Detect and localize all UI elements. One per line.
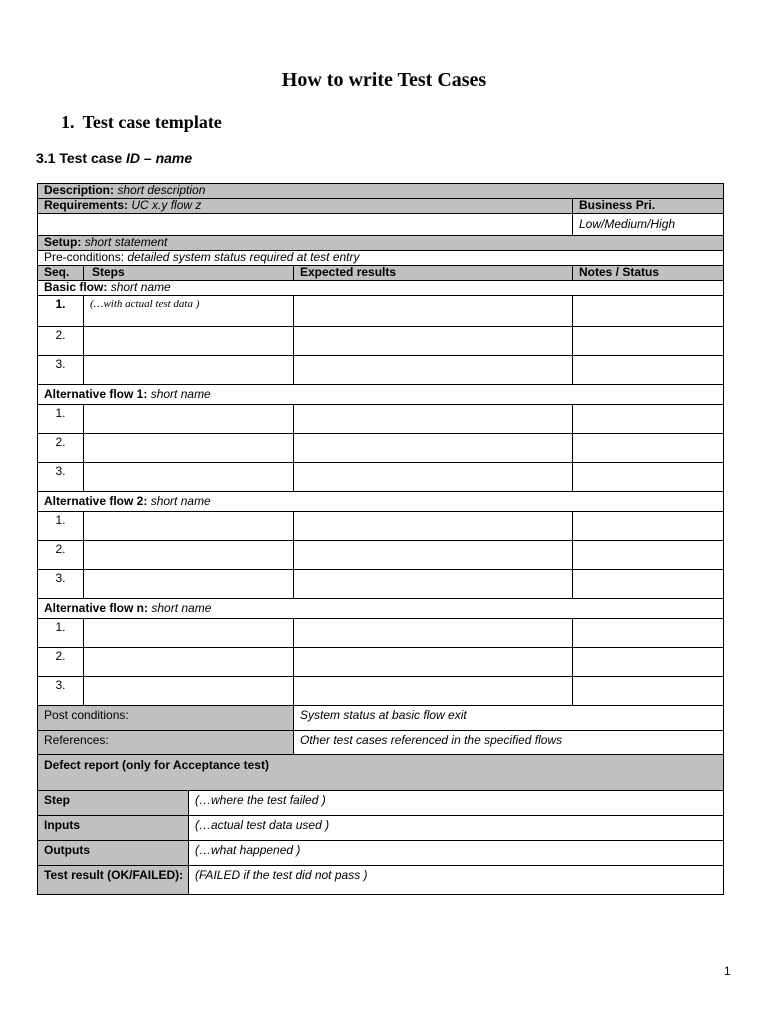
- notes-status-cell: [573, 648, 724, 677]
- seq-number: 2.: [38, 434, 84, 463]
- seq-number: 2.: [38, 327, 84, 356]
- priority-value-row: [38, 214, 724, 236]
- expected-result-cell: [294, 356, 573, 385]
- expected-result-cell: [294, 619, 573, 648]
- flow-header-row: [38, 492, 724, 512]
- seq-number: 3.: [38, 463, 84, 492]
- defect-header-row: [38, 755, 724, 791]
- step-cell: [84, 327, 294, 356]
- setup-label: Setup:: [44, 235, 82, 249]
- step-row: [38, 327, 724, 356]
- description-cell: [38, 184, 724, 199]
- page-number: 1: [724, 964, 731, 978]
- step-row: [38, 434, 724, 463]
- defect-label: Test result (OK/FAILED):: [38, 866, 189, 895]
- step-row: [38, 512, 724, 541]
- requirements-cell: [38, 199, 573, 214]
- document-title: How to write Test Cases: [281, 69, 487, 91]
- flow-label: Alternative flow n:: [44, 601, 149, 615]
- notes-status-cell: [573, 434, 724, 463]
- references-row: [38, 731, 724, 756]
- preconditions-label: Pre-conditions:: [44, 250, 125, 264]
- step-row: [38, 356, 724, 385]
- flow-header: [38, 492, 724, 512]
- defect-report-header: Defect report (only for Acceptance test): [38, 755, 724, 791]
- section-number: 1.: [61, 112, 75, 132]
- expected-result-cell: [294, 405, 573, 434]
- seq-number: 1.: [38, 405, 84, 434]
- flow-label: Alternative flow 2:: [44, 494, 148, 508]
- step-cell: [84, 570, 294, 599]
- step-cell: [84, 677, 294, 706]
- expected-result-cell: [294, 570, 573, 599]
- step-cell: [84, 434, 294, 463]
- flow-header-row: [38, 599, 724, 619]
- flow-header: [38, 281, 724, 296]
- defect-label: Inputs: [38, 816, 189, 841]
- preconditions-row: [38, 251, 724, 266]
- business-priority-value: Low/Medium/High: [573, 214, 724, 236]
- setup-cell: [38, 236, 724, 251]
- subsection-prefix: 3.1 Test case: [36, 150, 123, 166]
- step-row: [38, 677, 724, 706]
- flow-label: Basic flow:: [44, 280, 108, 294]
- step-cell: (…with actual test data ): [84, 296, 294, 327]
- preconditions-value: detailed system status required at test entry: [127, 250, 360, 264]
- seq-number: 2.: [38, 541, 84, 570]
- seq-number: 3.: [38, 356, 84, 385]
- test-case-table: [37, 183, 724, 756]
- step-row: [38, 463, 724, 492]
- flow-name: short name: [150, 387, 211, 401]
- subsection-heading: [36, 150, 192, 166]
- setup-value: short statement: [84, 235, 168, 249]
- expected-result-cell: [294, 463, 573, 492]
- expected-result-cell: [294, 296, 573, 327]
- seq-number: 3.: [38, 677, 84, 706]
- notes-status-cell: [573, 356, 724, 385]
- defect-value: (FAILED if the test did not pass ): [189, 866, 724, 895]
- seq-number: 1.: [38, 296, 84, 327]
- notes-status-cell: [573, 463, 724, 492]
- column-header-row: [38, 266, 724, 281]
- seq-number: 1.: [38, 619, 84, 648]
- defect-value: (…actual test data used ): [189, 816, 724, 841]
- expected-result-cell: [294, 434, 573, 463]
- step-row: [38, 405, 724, 434]
- step-cell: [84, 512, 294, 541]
- expected-result-cell: [294, 327, 573, 356]
- defect-row: [38, 791, 724, 816]
- description-label: Description:: [44, 183, 115, 197]
- flow-header-row: [38, 281, 724, 296]
- defect-value: (…where the test failed ): [189, 791, 724, 816]
- step-cell: [84, 648, 294, 677]
- references-label: References:: [38, 731, 294, 756]
- seq-number: 2.: [38, 648, 84, 677]
- seq-number: 3.: [38, 570, 84, 599]
- flow-header: [38, 599, 724, 619]
- step-cell: [84, 541, 294, 570]
- flow-label: Alternative flow 1:: [44, 387, 148, 401]
- expected-result-cell: [294, 512, 573, 541]
- preconditions-cell: [38, 251, 724, 266]
- defect-value: (…what happened ): [189, 841, 724, 866]
- flow-header-row: [38, 385, 724, 405]
- steps-header: Steps: [84, 266, 294, 281]
- description-row: [38, 184, 724, 199]
- defect-row: [38, 866, 724, 895]
- defect-report-table: [37, 754, 724, 895]
- defect-label: Outputs: [38, 841, 189, 866]
- seq-number: 1.: [38, 512, 84, 541]
- step-row: [38, 619, 724, 648]
- step-row: [38, 296, 724, 327]
- notes-status-cell: [573, 512, 724, 541]
- description-value: short description: [117, 183, 206, 197]
- seq-header: Seq.: [38, 266, 84, 281]
- notes-status-header: Notes / Status: [573, 266, 724, 281]
- notes-status-cell: [573, 405, 724, 434]
- notes-status-cell: [573, 296, 724, 327]
- defect-row: [38, 841, 724, 866]
- business-priority-header: Business Pri.: [573, 199, 724, 214]
- flow-name: short name: [150, 494, 211, 508]
- step-row: [38, 541, 724, 570]
- flow-name: short name: [151, 601, 212, 615]
- step-cell: [84, 619, 294, 648]
- section-heading: [61, 112, 222, 133]
- references-value: Other test cases referenced in the specified flows: [294, 731, 724, 756]
- notes-status-cell: [573, 619, 724, 648]
- notes-status-cell: [573, 541, 724, 570]
- defect-row: [38, 816, 724, 841]
- step-row: [38, 648, 724, 677]
- requirements-value: UC x.y flow z: [131, 198, 202, 212]
- priority-blank-cell: [38, 214, 573, 236]
- setup-row: [38, 236, 724, 251]
- section-title: Test case template: [82, 112, 222, 132]
- step-cell: [84, 356, 294, 385]
- defect-label: Step: [38, 791, 189, 816]
- expected-result-cell: [294, 677, 573, 706]
- step-cell: [84, 463, 294, 492]
- notes-status-cell: [573, 677, 724, 706]
- notes-status-cell: [573, 570, 724, 599]
- post-conditions-row: [38, 706, 724, 731]
- subsection-id-name: ID – name: [126, 150, 193, 166]
- expected-results-header: Expected results: [294, 266, 573, 281]
- flow-header: [38, 385, 724, 405]
- step-cell: [84, 405, 294, 434]
- post-conditions-value: System status at basic flow exit: [294, 706, 724, 731]
- requirements-row: [38, 199, 724, 214]
- expected-result-cell: [294, 648, 573, 677]
- notes-status-cell: [573, 327, 724, 356]
- expected-result-cell: [294, 541, 573, 570]
- post-conditions-label: Post conditions:: [38, 706, 294, 731]
- step-row: [38, 570, 724, 599]
- requirements-label: Requirements:: [44, 198, 129, 212]
- flow-name: short name: [110, 280, 171, 294]
